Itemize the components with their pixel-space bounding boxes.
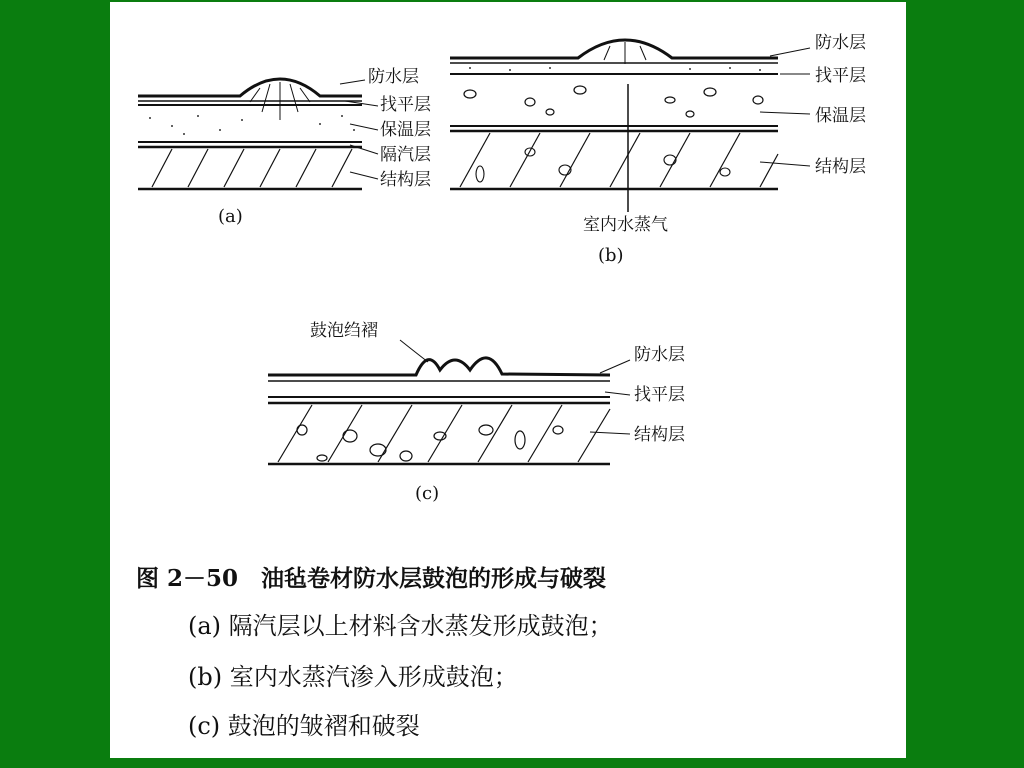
bubble-formation-figure	[110, 2, 906, 542]
panel-a-subcaption: (a)	[218, 206, 243, 227]
figure-caption-title: 图 2－50 油毡卷材防水层鼓泡的形成与破裂	[136, 565, 607, 592]
panel-b-label-structure: 结构层	[815, 157, 866, 177]
panel-c-label-waterproof: 防水层	[634, 345, 685, 365]
panel-b-label-leveling: 找平层	[815, 66, 866, 86]
panel-c-subcaption: (c)	[415, 483, 440, 504]
panel-a-diagram	[138, 79, 378, 189]
panel-c-label-structure: 结构层	[634, 425, 685, 445]
slide-canvas	[110, 2, 906, 758]
panel-a-label-structure: 结构层	[380, 170, 431, 190]
panel-b-vapor-label: 室内水蒸气	[583, 215, 668, 235]
panel-a-label-insulation: 保温层	[380, 120, 431, 140]
panel-a-label-leveling: 找平层	[380, 95, 431, 115]
panel-c-bubble-label: 鼓泡绉褶	[310, 321, 378, 341]
panel-b-subcaption: (b)	[598, 245, 624, 266]
panel-c-labels	[310, 321, 685, 504]
panel-b-diagram	[450, 40, 810, 212]
caption-item-b: (b) 室内水蒸汽渗入形成鼓泡；	[188, 663, 518, 691]
panel-c-label-leveling: 找平层	[634, 385, 685, 405]
caption-item-c: (c) 鼓泡的皱褶和破裂	[188, 712, 420, 740]
panel-b-labels	[583, 33, 866, 266]
panel-b-label-waterproof: 防水层	[815, 33, 866, 53]
caption-item-a: (a) 隔汽层以上材料含水蒸发形成鼓泡；	[188, 612, 613, 640]
panel-b-label-insulation: 保温层	[815, 106, 866, 126]
panel-c-diagram	[268, 340, 630, 464]
panel-a-label-waterproof: 防水层	[368, 67, 419, 87]
panel-a-label-vapor-barrier: 隔汽层	[380, 145, 431, 165]
